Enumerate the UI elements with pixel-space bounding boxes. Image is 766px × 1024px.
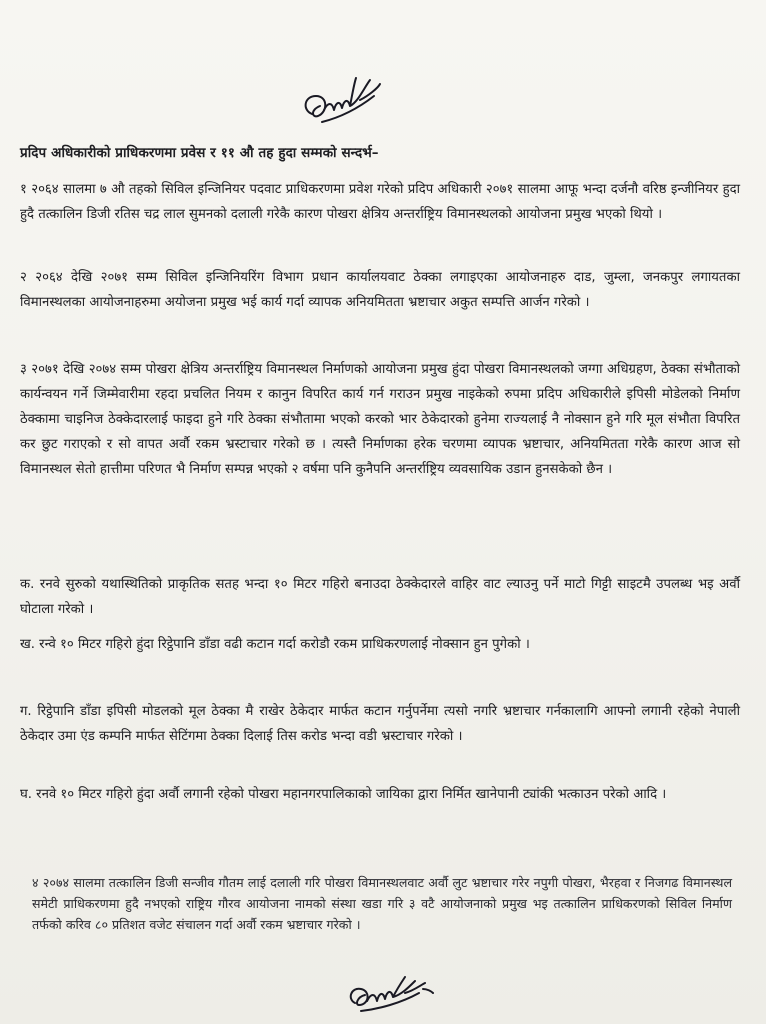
- page-title: प्रदिप अधिकारीको प्राधिकरणमा प्रवेस र ११ औ तह हुदा सम्मको सन्दर्भ–: [20, 145, 379, 161]
- paragraph-3-kha: ख. रन्वे १० मिटर गहिरो हुंदा रिट्ठेपानि डाँडा वढी कटान गर्दा करोडौ रकम प्राधिकरणलाई नोक्सान हुन पुगेको ।: [20, 637, 530, 652]
- signature-bottom: [345, 967, 445, 1017]
- signature-top: [298, 66, 388, 136]
- paragraph-2: २ २०६४ देखि २०७१ सम्म सिविल इन्जिनियरिंग विभाग प्रधान कार्यालयवाट ठेक्का लगाइएका आयोजनाहरु दाड, जुम्ला, जनकपुर लगायतका विमानस्थलका आयोजनाहरुमा अयोजना प्रमुख भई कार्य गर्दा व्यापक अनियमितता भ्रष्टाचार अकुत सम्पत्ति आर्जन गरेको ।: [20, 270, 740, 310]
- paragraph-3-gha: घ. रनवे १० मिटर गहिरो हुंदा अर्वौ लगानी रहेको पोखरा महानगरपालिकाको जायिका द्वारा निर्मित खानेपानी ट्यांकी भत्काउन परेको आदि ।: [20, 787, 667, 802]
- paragraph-3: ३ २०७१ देखि २०७४ सम्म पोखरा क्षेत्रिय अन्तर्राष्ट्रिय विमानस्थल निर्माणको आयोजना प्रमुख हुंदा पोखरा विमानस्थलको जग्गा अधिग्रहण, ठेक्का संभौताको कार्यन्वयन गर्ने जिम्मेवारीमा रहदा प्रचलित नियम र कानुन विपरित कार्य गर्न गराउन प्रमुख नाइकेको रुपमा प्रदिप अधिकारीले इपिसी मोडेलको निर्माण ठेक्कामा चाइनिज ठेक्केदारलाई फाइदा हुने गरि ठेक्का संभौतामा भएको करको भार ठेकेदारको हुनेमा राज्यलाई नै नोक्सान हुने गरि मूल संभौता विपरित कर छुट गराएको र सो वापत अर्वौ रकम भ्रस्टाचार गरेको छ । त्यस्तै निर्माणका हरेक चरणमा व्यापक भ्रष्टाचार, अनियमितता गरेकै कारण आज सो विमानस्थल सेतो हात्तीमा परिणत भै निर्माण सम्पन्न भएको २ वर्षमा पनि कुनैपनि अन्तर्राष्ट्रिय व्यवसायिक उडान हुनसकेको छैन ।: [20, 362, 740, 477]
- paragraph-4: ४ २०७४ सालमा तत्कालिन डिजी सन्जीव गौतम लाई दलाली गरि पोखरा विमानस्थलवाट अर्वौ लुट भ्रष्टाचार गरेर नपुगी पोखरा, भैरहवा र निजगढ विमानस्थल समेटी प्राधिकरणमा हुदै नभएको राष्ट्रिय गौरव आयोजना नामको संस्था खडा गरि ३ वटै आयोजनाको प्रमुख भइ तत्कालिन प्राधिकरणको सिविल निर्माण तर्फको करिव ८० प्रतिशत वजेट संचालन गर्दा अर्वौ रकम भ्रष्टाचार गरेको ।: [32, 875, 732, 932]
- paragraph-1: १ २०६४ सालमा ७ औ तहको सिविल इन्जिनियर पदवाट प्राधिकरणमा प्रवेश गरेको प्रदिप अधिकारी २०७१ सालमा आफू भन्दा दर्जनौ वरिष्ठ इन्जीनियर हुदा हुदै तत्कालिन डिजी रतिस चद्र लाल सुमनको दलाली गरेकै कारण पोखरा क्षेत्रिय अन्तर्राष्ट्रिय विमानस्थलको आयोजना प्रमुख भएको थियो ।: [20, 182, 740, 222]
- paragraph-3-ga: ग. रिट्ठेपानि डाँडा इपिसी मोडलको मूल ठेक्का मै राखेर ठेकेदार मार्फत कटान गर्नुपर्नेमा त्यसो नगरि भ्रष्टाचार गर्नकालागि आफ्नो लगानी रहेको नेपाली ठेकेदार उमा एंड कम्पनि मार्फत सेटिंगमा ठेक्का दिलाई तिस करोड भन्दा वडी भ्रस्टाचार गरेको ।: [20, 704, 740, 744]
- paragraph-3-ka: क. रनवे सुरुको यथास्थितिको प्राकृतिक सतह भन्दा १० मिटर गहिरो बनाउदा ठेक्केदारले वाहिर वाट ल्याउनु पर्ने माटो गिट्टी साइटमै उपलब्ध भइ अर्वौ घोटाला गरेको ।: [20, 577, 740, 617]
